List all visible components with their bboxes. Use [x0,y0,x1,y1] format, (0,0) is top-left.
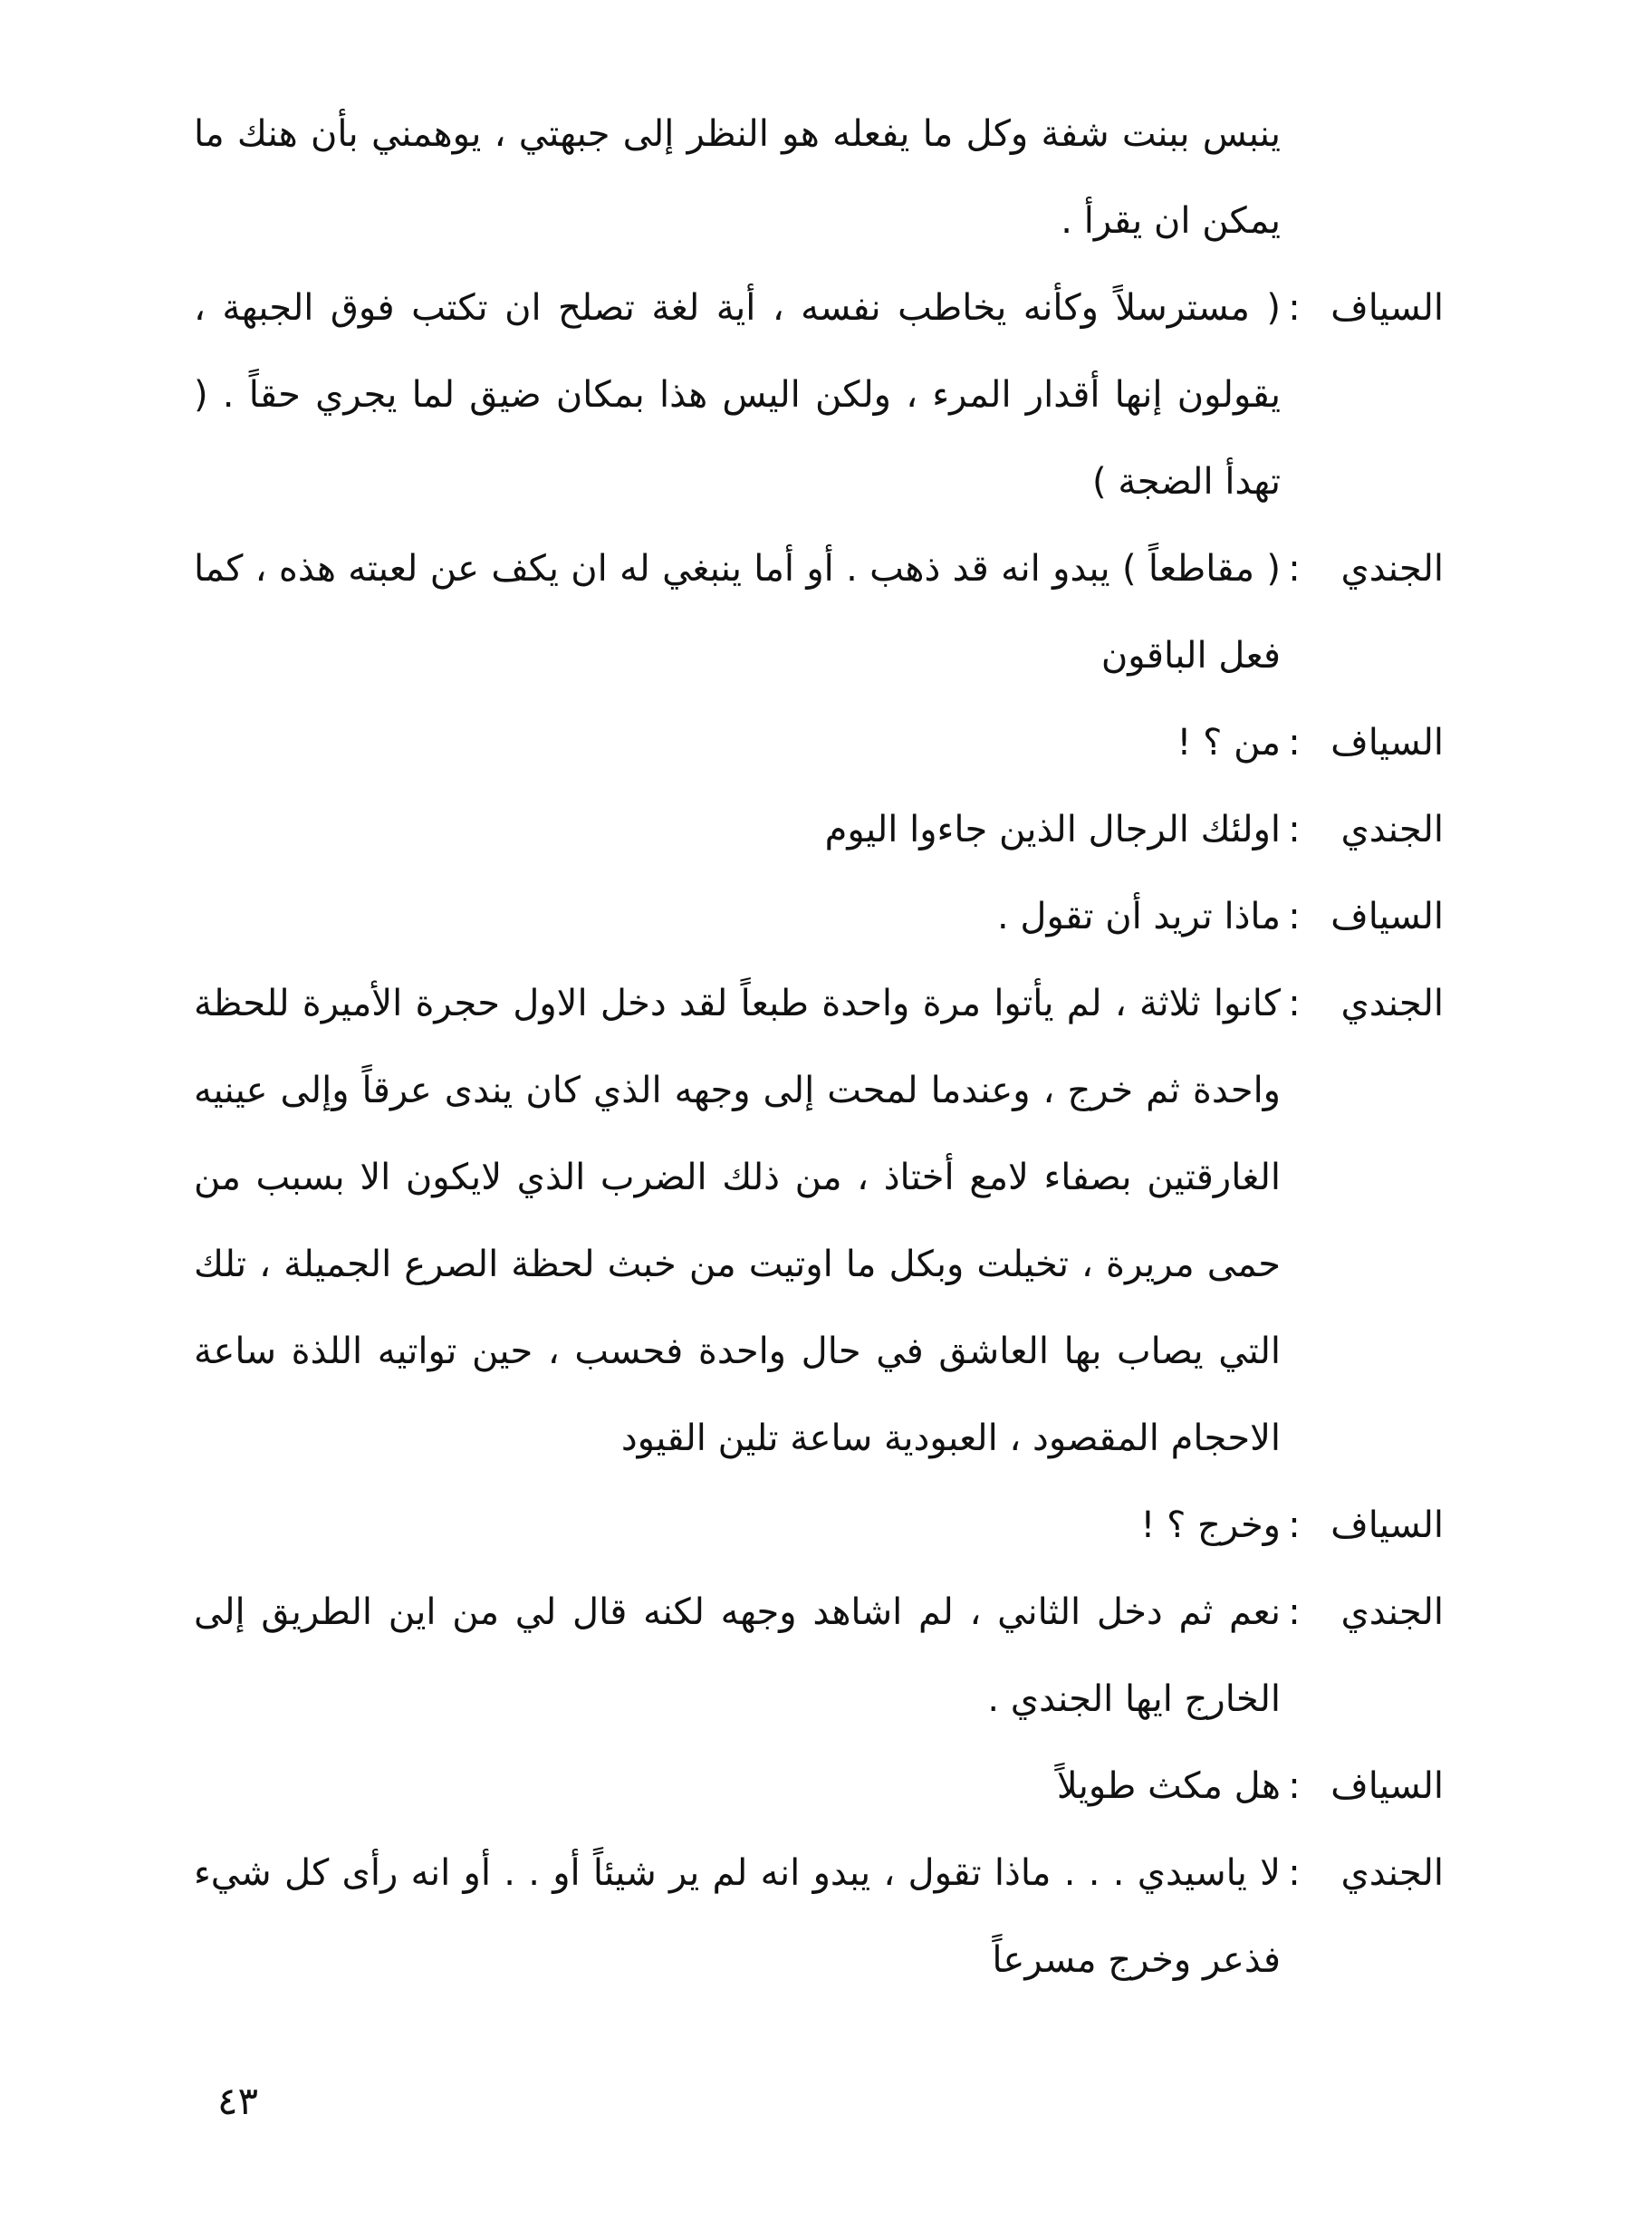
speech-text: كانوا ثلاثة ، لم يأتوا مرة واحدة طبعاً لقد دخل الاول حجرة الأميرة للحظة واحدة ثم خرج ، وعندما لمحت إلى وجهه الذي كان يندى عرقاً وإلى عينيه الغارقتين بصفاء لامع أختاذ ، من ذلك الضرب الذي لايكون الا بسبب من حمى مريرة ، تخيلت وبكل ما اوتيت من خبث لحظة الصرع الجميلة ، تلك التي يصاب بها العاشق في حال واحدة فحسب ، حين تواتيه اللذة ساعة الاحجام المقصود ، العبودية ساعة تلين القيود [194,983,1281,1459]
speaker-name: الجندي [1340,983,1444,1024]
speech-text: ( مسترسلاً وكأنه يخاطب نفسه ، أية لغة تصلح ان تكتب فوق الجبهة ، يقولون إنها أقدار المرء ، ولكن اليس هذا بمكان ضيق لما يجري حقاً . ( تهدأ الضجة ) [194,287,1281,503]
dialogue-line [194,1830,1444,2004]
speaker-name: السياف [1330,896,1444,937]
speech-text: ( مقاطعاً ) يبدو انه قد ذهب . أو أما ينبغي له ان يكف عن لعبته هذه ، كما فعل الباقون [194,548,1281,677]
speaker-colon: : [1288,1765,1301,1807]
speaker-colon: : [1288,1591,1301,1633]
dialogue-line [194,786,1444,873]
speech-text: هل مكث طويلاً [1056,1765,1281,1807]
speaker-colon: : [1288,809,1301,850]
dialogue-line [194,960,1444,1482]
document-page [194,91,1444,2004]
speech-text: لا ياسيدي . . . ماذا تقول ، يبدو انه لم ير شيئاً أو . . أو انه رأى كل شيء فذعر وخرج مسرعاً [194,1852,1281,1981]
speech-text: اولئك الرجال الذين جاءوا اليوم [824,809,1281,850]
dialogue-line [194,873,1444,960]
speech-text: وخرج ؟ ! [1140,1504,1281,1546]
speaker-name: السياف [1330,1765,1444,1807]
speech-text: نعم ثم دخل الثاني ، لم اشاهد وجهه لكنه قال لي من اين الطريق إلى الخارج ايها الجندي . [194,1591,1281,1720]
intro-text: ينبس ببنت شفة وكل ما يفعله هو النظر إلى جبهتي ، يوهمني بأن هنك ما يمكن ان يقرأ . [194,113,1281,242]
speaker-colon: : [1288,548,1301,590]
speaker-name: الجندي [1340,809,1444,850]
speaker-name: السياف [1330,722,1444,764]
speaker-colon: : [1288,896,1301,937]
dialogue-line [194,1743,1444,1830]
speech-text: ماذا تريد أن تقول . [996,896,1281,937]
dialogue-line [194,264,1444,525]
intro-paragraph [194,91,1281,264]
speaker-name: السياف [1330,1504,1444,1546]
page-number: ٤٣ [217,2079,259,2123]
speaker-colon: : [1288,722,1301,764]
dialogue [194,264,1444,2004]
dialogue-line [194,699,1444,786]
speaker-name: الجندي [1340,548,1444,590]
speaker-name: الجندي [1340,1591,1444,1633]
speaker-colon: : [1288,1504,1301,1546]
speaker-colon: : [1288,1852,1301,1894]
dialogue-line [194,1482,1444,1569]
speaker-name: السياف [1330,287,1444,329]
dialogue-line [194,525,1444,699]
speech-text: من ؟ ! [1177,722,1281,764]
speaker-colon: : [1288,983,1301,1024]
speaker-name: الجندي [1340,1852,1444,1894]
dialogue-line [194,1569,1444,1743]
speaker-colon: : [1288,287,1301,329]
